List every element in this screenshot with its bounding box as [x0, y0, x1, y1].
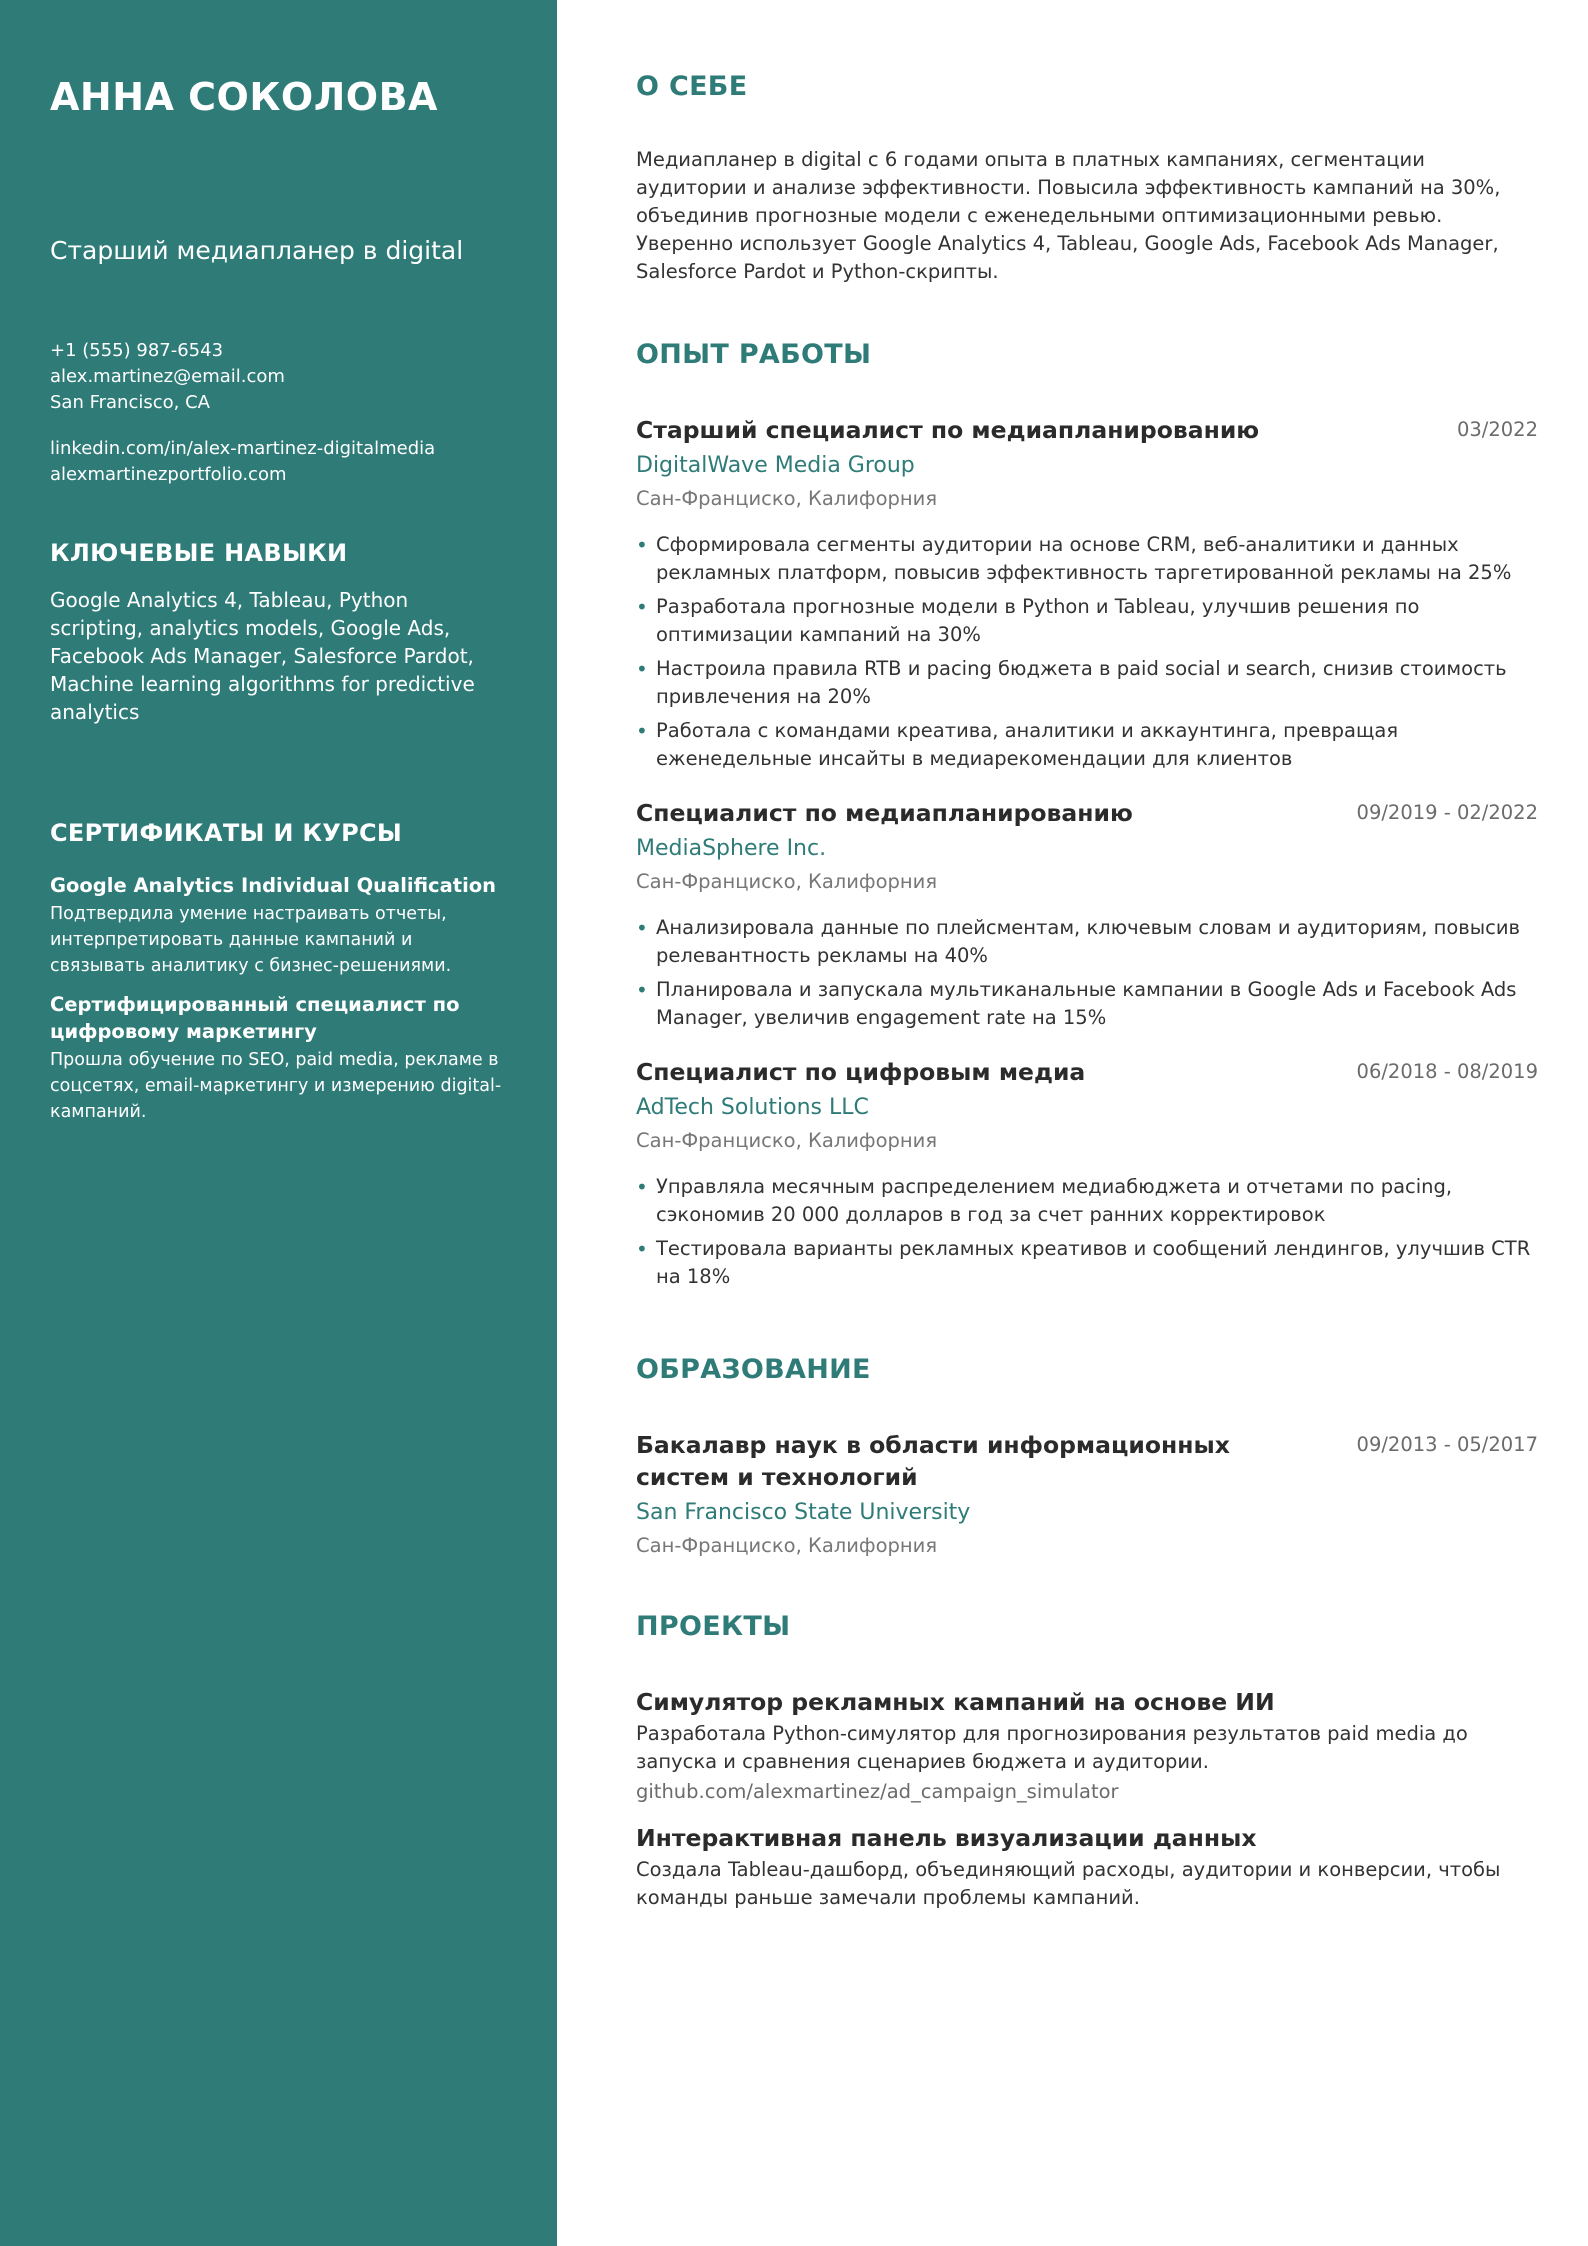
project-entry [636, 1822, 1538, 1912]
project-title: Симулятор рекламных кампаний на основе ИИ [636, 1688, 1275, 1716]
education-dates: 09/2013 - 05/2017 [1356, 1433, 1538, 1456]
links-block [50, 436, 507, 488]
sidebar [0, 0, 557, 2246]
about-text: Медиапланер в digital с 6 годами опыта в платных кампаниях, сегментации аудитории и анализе эффективности. Повысила эффективность кампаний на 30%, объединив прогнозные модели с еженедельными оптимизационными ревью. Уверенно использует Google Analytics 4, Tableau, Google Ads, Facebook Ads Manager, Salesforce Pardot и Python-скрипты. [636, 148, 1501, 283]
cert-title: Google Analytics Individual Qualification [50, 874, 497, 897]
bullet-item: • Анализировала данные по плейсментам, ключевым словам и аудиториям, повысив релевантность рекламы на 40% [636, 914, 1538, 970]
candidate-role: Старший медиапланер в digital [50, 236, 464, 265]
school-location: Сан-Франциско, Калифорния [636, 1534, 938, 1557]
job-entry [636, 414, 1538, 773]
job-bullets [636, 914, 1538, 1032]
job-title: Специалист по медиапланированию [636, 799, 1133, 827]
education-heading: ОБРАЗОВАНИЕ [636, 1354, 871, 1385]
job-location: Сан-Франциско, Калифорния [636, 870, 938, 893]
bullet-item: • Настроила правила RTB и pacing бюджета в paid social и search, снизив стоимость привлечения на 20% [636, 655, 1538, 711]
candidate-name: АННА СОКОЛОВА [50, 75, 438, 119]
project-entry [636, 1686, 1538, 1806]
portfolio-link[interactable]: alexmartinezportfolio.com [50, 464, 287, 485]
job-company: AdTech Solutions LLC [636, 1095, 869, 1120]
project-title: Интерактивная панель визуализации данных [636, 1824, 1257, 1852]
email[interactable]: alex.martinez@email.com [50, 366, 285, 387]
skills-heading: КЛЮЧЕВЫЕ НАВЫКИ [50, 539, 348, 567]
degree-title: Бакалавр наук в области информационных систем и технологий [636, 1431, 1230, 1491]
job-company: MediaSphere Inc. [636, 836, 827, 861]
job-dates: 09/2019 - 02/2022 [1356, 801, 1538, 824]
cert-item [50, 872, 507, 979]
project-desc: Создала Tableau-дашборд, объединяющий расходы, аудитории и конверсии, чтобы команды раньше замечали проблемы кампаний. [636, 1858, 1501, 1909]
job-location: Сан-Франциско, Калифорния [636, 487, 938, 510]
job-entry [636, 797, 1538, 1032]
projects-heading: ПРОЕКТЫ [636, 1611, 791, 1642]
bullet-item: • Разработала прогнозные модели в Python и Tableau, улучшив решения по оптимизации кампаний на 30% [636, 593, 1538, 649]
bullet-item: • Тестировала варианты рекламных креативов и сообщений лендингов, улучшив CTR на 18% [636, 1235, 1538, 1291]
job-bullets [636, 531, 1538, 773]
bullet-item: • Управляла месячным распределением медиабюджета и отчетами по pacing, сэкономив 20 000 долларов в год за счет ранних корректировок [636, 1173, 1538, 1229]
job-bullets [636, 1173, 1538, 1291]
cert-desc: Прошла обучение по SEO, paid media, рекламе в соцсетях, email-маркетингу и измерению digital-кампаний. [50, 1050, 502, 1122]
phone: +1 (555) 987-6543 [50, 340, 224, 361]
linkedin-link[interactable]: linkedin.com/in/alex-martinez-digitalmedia [50, 438, 436, 459]
bullet-item: • Сформировала сегменты аудитории на основе CRM, веб-аналитики и данных рекламных платформ, повысив эффективность таргетированной рекламы на 25% [636, 531, 1538, 587]
job-dates: 03/2022 [1456, 418, 1538, 441]
contact-block [50, 338, 507, 416]
education-entry [636, 1429, 1538, 1560]
certs-heading: СЕРТИФИКАТЫ И КУРСЫ [50, 819, 403, 847]
skills-text: Google Analytics 4, Tableau, Python scripting, analytics models, Google Ads, Facebook Ads Manager, Salesforce Pardot, Machine learning algorithms for predictive analytics [50, 588, 475, 724]
bullet-item: • Планировала и запускала мультиканальные кампании в Google Ads и Facebook Ads Manager, увеличив engagement rate на 15% [636, 976, 1538, 1032]
cert-title: Сертифицированный специалист по цифровому маркетингу [50, 993, 460, 1043]
experience-heading: ОПЫТ РАБОТЫ [636, 339, 872, 370]
main-content [557, 0, 1588, 2246]
job-company: DigitalWave Media Group [636, 453, 915, 478]
job-title: Старший специалист по медиапланированию [636, 416, 1260, 444]
location: San Francisco, CA [50, 392, 210, 413]
project-link[interactable]: github.com/alexmartinez/ad_campaign_simulator [636, 1780, 1119, 1803]
cert-item [50, 991, 507, 1125]
school-name: San Francisco State University [636, 1500, 971, 1525]
job-location: Сан-Франциско, Калифорния [636, 1129, 938, 1152]
job-dates: 06/2018 - 08/2019 [1356, 1060, 1538, 1083]
cert-desc: Подтвердила умение настраивать отчеты, интерпретировать данные кампаний и связывать аналитику с бизнес-решениями. [50, 904, 452, 976]
about-heading: О СЕБЕ [636, 71, 748, 102]
job-title: Специалист по цифровым медиа [636, 1058, 1086, 1086]
bullet-item: • Работала с командами креатива, аналитики и аккаунтинга, превращая еженедельные инсайты в медиарекомендации для клиентов [636, 717, 1538, 773]
job-entry [636, 1056, 1538, 1291]
project-desc: Разработала Python-симулятор для прогнозирования результатов paid media до запуска и сравнения сценариев бюджета и аудитории. [636, 1722, 1468, 1773]
